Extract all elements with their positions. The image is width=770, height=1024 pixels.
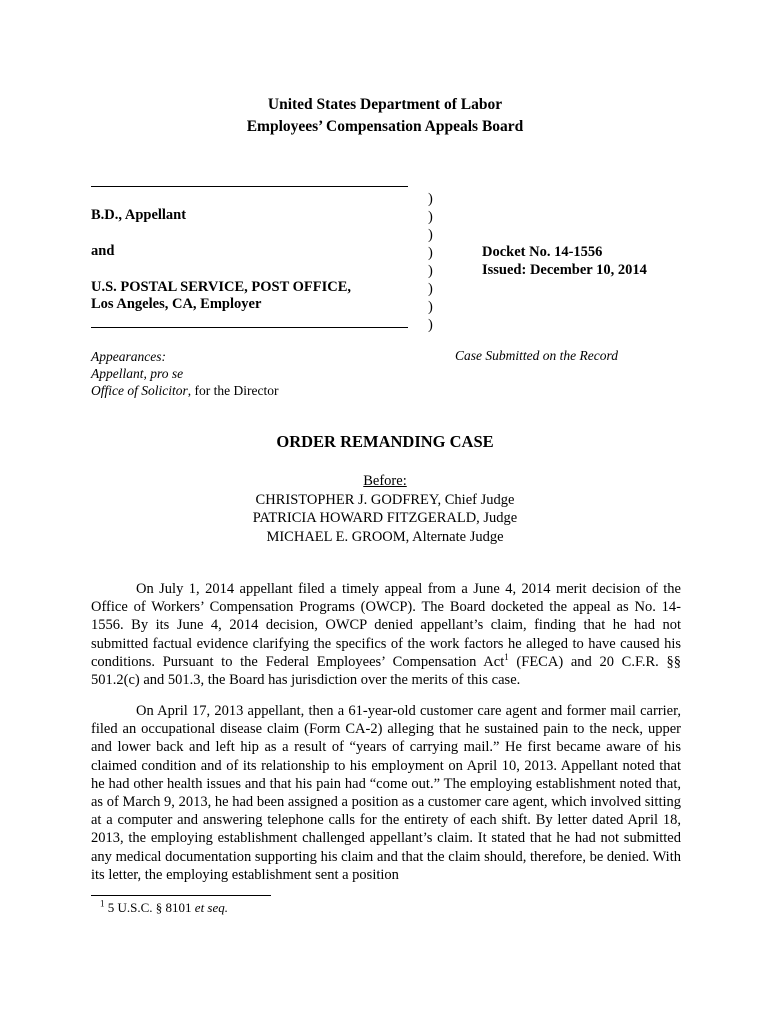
body-paragraph-1: [91, 580, 681, 689]
caption-paren: ): [428, 191, 433, 207]
caption-paren: ): [428, 299, 433, 315]
paragraph-text: (FECA) and 20 C.F.R. §§ 501.2(c) and 501.3, the Board has jurisdiction over the merits of this case.: [91, 653, 681, 689]
order-title: ORDER REMANDING CASE: [276, 432, 494, 451]
footnote-italic: et seq.: [194, 900, 229, 915]
caption-paren: ): [428, 209, 433, 225]
caption-paren: ): [428, 245, 433, 261]
appearances-label: Appearances:: [91, 349, 166, 364]
employer-line-1: U.S. POSTAL SERVICE, POST OFFICE,: [91, 279, 352, 295]
case-submitted-note: Case Submitted on the Record: [455, 348, 618, 363]
caption-bottom-rule: [91, 327, 408, 328]
caption-paren: ): [428, 227, 433, 243]
solicitor-role: , for the Director: [187, 383, 279, 398]
caption-paren: ): [428, 281, 433, 297]
board-name: Employees’ Compensation Appeals Board: [246, 118, 524, 135]
caption-and: and: [91, 243, 115, 259]
judge-name: PATRICIA HOWARD FITZGERALD, Judge: [252, 510, 518, 526]
agency-header: [0, 94, 770, 138]
paragraph-text: On July 1, 2014 appellant filed a timely appeal from a June 4, 2014 merit decision of the Office of Workers’ Compensation Programs (OWCP). The Board docketed the appeal as No. 14-1556. By its June 4, 2014 decision, OWCP denied appellant’s claim, finding that he had not submitted factual evidence clarifying the specifics of the work factors he alleged to have caused his conditions. Pursuant to the Federal Employees’ Compensation Act: [91, 581, 681, 670]
judge-name: CHRISTOPHER J. GODFREY, Chief Judge: [255, 491, 515, 508]
appearances-block: [91, 348, 278, 399]
judge-name: MICHAEL E. GROOM, Alternate Judge: [266, 528, 504, 545]
caption-top-rule: [91, 186, 408, 187]
footnote-ref: 1: [504, 651, 509, 662]
body-paragraph-2: On April 17, 2013 appellant, then a 61-year-old customer care agent and former mail carrier, filed an occupational disease claim (Form CA-2) alleging that he sustained pain to the neck, upper and lower back and left hip as a result of “years of carrying mail.” He first became aware of his claimed condition and of its relationship to his employment on April 10, 2013. Appellant noted that he had other health issues and that his pain had “come out.” The employing establishment noted that, as of March 9, 2013, he had been assigned a position as a customer care agent, which involved sitting at a computer and answering telephone calls for the entirety of each shift. By letter dated April 18, 2013, the employing establishment challenged appellant’s claim. It stated that he had not submitted any medical documentation supporting his claim and that the claim should, therefore, be denied. With its letter, the employing establishment sent a position: [91, 703, 681, 883]
caption-paren: ): [428, 263, 433, 279]
issued-date: Issued: December 10, 2014: [482, 262, 647, 278]
department-name: United States Department of Labor: [267, 96, 503, 113]
appellant-name: B.D., Appellant: [91, 207, 187, 223]
footnote-rule: [91, 895, 271, 896]
footnote-number: 1: [100, 898, 105, 909]
footnote: [100, 900, 228, 916]
employer-line-2: Los Angeles, CA, Employer: [91, 296, 262, 312]
docket-number: Docket No. 14-1556: [482, 244, 603, 260]
caption-paren: ): [428, 317, 433, 333]
before-label: Before:: [363, 473, 407, 489]
appellant-pro-se: Appellant, pro se: [91, 366, 184, 381]
solicitor-office: Office of Solicitor: [91, 383, 188, 398]
footnote-text: 5 U.S.C. § 8101: [104, 900, 195, 915]
judges-panel: [0, 472, 770, 546]
